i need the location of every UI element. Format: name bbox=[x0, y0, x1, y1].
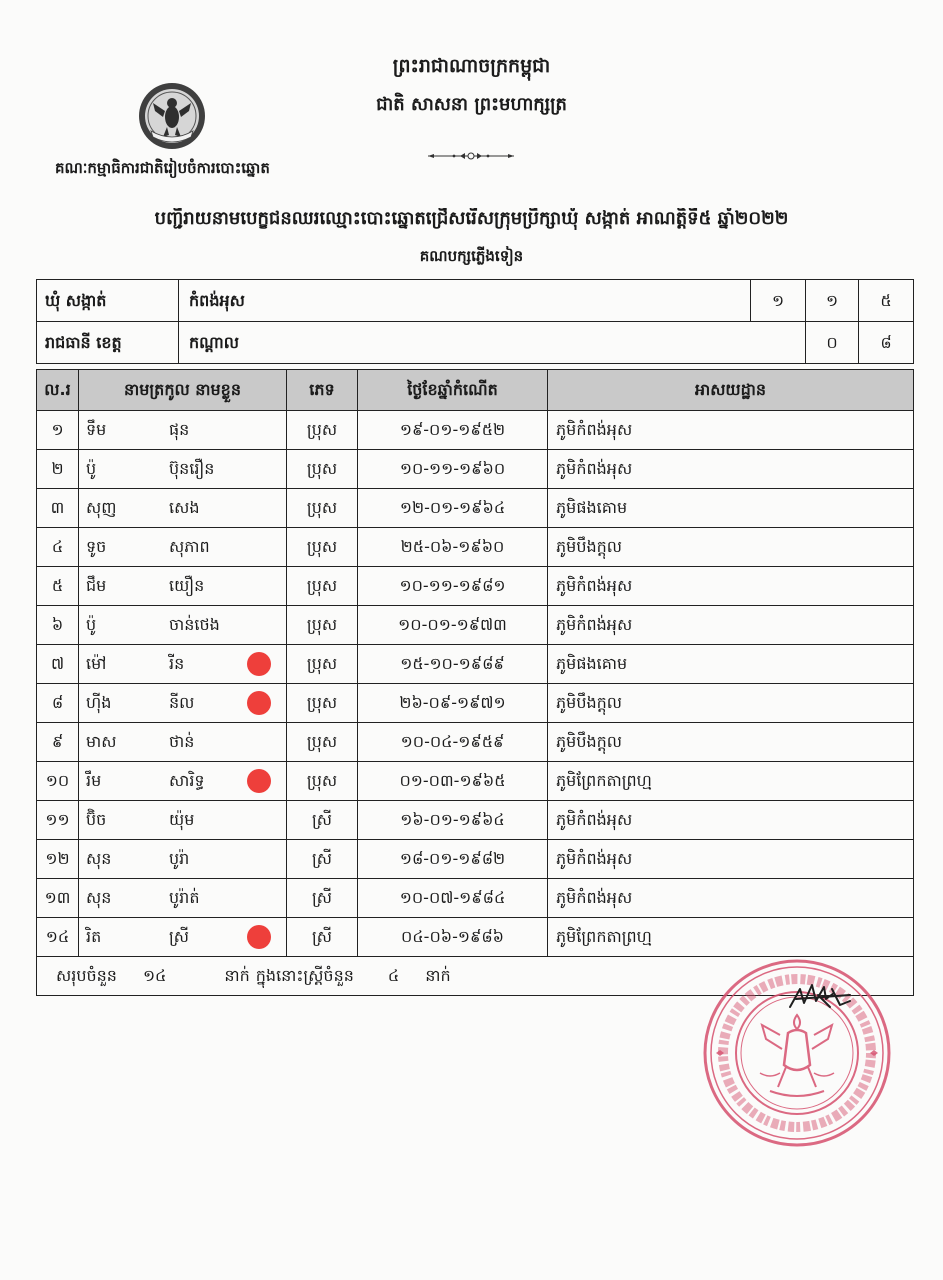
table-row bbox=[37, 411, 914, 450]
location-table bbox=[36, 279, 914, 364]
row-number: ១ bbox=[37, 411, 79, 450]
date-of-birth: ២៦-០៩-១៩៧១ bbox=[358, 684, 548, 723]
name-cell bbox=[79, 528, 287, 567]
name-cell bbox=[79, 567, 287, 606]
sex: ស្រី bbox=[287, 801, 358, 840]
row-number: ១៣ bbox=[37, 879, 79, 918]
address: ភូមិកំពង់អុស bbox=[548, 606, 914, 645]
column-header-name: នាមត្រកូល នាមខ្លួន bbox=[79, 370, 287, 411]
party-name: គណបក្សភ្លើងទៀន bbox=[419, 247, 524, 265]
table-row bbox=[37, 684, 914, 723]
name-cell bbox=[79, 801, 287, 840]
commune-name: កំពង់អុស bbox=[179, 280, 751, 322]
official-seal-icon bbox=[700, 955, 900, 1155]
sex: ស្រី bbox=[287, 879, 358, 918]
table-row bbox=[37, 840, 914, 879]
name-cell bbox=[79, 645, 287, 684]
date-of-birth: ១០-១១-១៩៦០ bbox=[358, 450, 548, 489]
name-cell bbox=[79, 918, 287, 957]
sex: ប្រុស bbox=[287, 645, 358, 684]
sex: ស្រី bbox=[287, 840, 358, 879]
table-row bbox=[37, 879, 914, 918]
family-name: ជឹម bbox=[86, 576, 107, 595]
name-cell bbox=[79, 879, 287, 918]
sex: ប្រុស bbox=[287, 684, 358, 723]
province-code-digit: ៨ bbox=[859, 322, 914, 364]
sex: ប្រុស bbox=[287, 450, 358, 489]
sex: ប្រុស bbox=[287, 489, 358, 528]
table-header-row bbox=[37, 370, 914, 411]
name-cell bbox=[79, 450, 287, 489]
commune-row bbox=[37, 280, 914, 322]
name-cell bbox=[79, 762, 287, 801]
committee-name: គណៈកម្មាធិការជាតិរៀបចំការបោះឆ្នោត bbox=[55, 159, 270, 177]
address: ភូមិព្រែកតាព្រហ្ម bbox=[548, 762, 914, 801]
sex: ប្រុស bbox=[287, 528, 358, 567]
given-name: រីន bbox=[169, 654, 185, 673]
name-cell bbox=[79, 723, 287, 762]
address: ភូមិព្រែកតាព្រហ្ម bbox=[548, 918, 914, 957]
name-cell bbox=[79, 684, 287, 723]
province-label: រាជធានី ខេត្ត bbox=[37, 322, 179, 364]
family-name: រឹម bbox=[86, 771, 102, 790]
family-name: រិត bbox=[86, 927, 102, 946]
date-of-birth: ០៤-០៦-១៩៨៦ bbox=[358, 918, 548, 957]
candidates-table bbox=[36, 369, 914, 996]
row-number: ២ bbox=[37, 450, 79, 489]
row-number: ១០ bbox=[37, 762, 79, 801]
row-number: ៧ bbox=[37, 645, 79, 684]
address: ភូមិផងគោម bbox=[548, 645, 914, 684]
table-row bbox=[37, 450, 914, 489]
date-of-birth: ១០-១១-១៩៨១ bbox=[358, 567, 548, 606]
family-name: សុន bbox=[86, 888, 112, 907]
family-name: ទឹម bbox=[86, 420, 107, 439]
address: ភូមិកំពង់អុស bbox=[548, 567, 914, 606]
address: ភូមិកំពង់អុស bbox=[548, 411, 914, 450]
row-number: ១១ bbox=[37, 801, 79, 840]
sex: ប្រុស bbox=[287, 567, 358, 606]
table-row bbox=[37, 606, 914, 645]
red-mark bbox=[247, 691, 271, 715]
commune-label: ឃុំ សង្កាត់ bbox=[37, 280, 179, 322]
kingdom-heading: ព្រះរាជាណាចក្រកម្ពុជា bbox=[392, 55, 551, 77]
sex: ប្រុស bbox=[287, 723, 358, 762]
ornament-divider-icon bbox=[426, 149, 516, 163]
family-name: ម៉ៅ bbox=[86, 654, 107, 673]
table-row bbox=[37, 489, 914, 528]
name-cell bbox=[79, 606, 287, 645]
address: ភូមិបឹងក្ដុល bbox=[548, 723, 914, 762]
address: ភូមិកំពង់អុស bbox=[548, 840, 914, 879]
address: ភូមិកំពង់អុស bbox=[548, 801, 914, 840]
row-number: ១២ bbox=[37, 840, 79, 879]
column-header-number: ល.រ bbox=[37, 370, 79, 411]
family-name: ហ៊ីង bbox=[86, 693, 112, 712]
total-count: ១៤ bbox=[142, 966, 167, 985]
date-of-birth: ១២-០១-១៩៦៤ bbox=[358, 489, 548, 528]
row-number: ១៤ bbox=[37, 918, 79, 957]
red-mark bbox=[247, 769, 271, 793]
date-of-birth: ១៥-១០-១៩៨៩ bbox=[358, 645, 548, 684]
table-row bbox=[37, 762, 914, 801]
given-name: យឿន bbox=[169, 576, 205, 595]
given-name: យ៉ុម bbox=[169, 810, 195, 829]
name-cell bbox=[79, 411, 287, 450]
table-row bbox=[37, 528, 914, 567]
row-number: ៣ bbox=[37, 489, 79, 528]
address: ភូមិកំពង់អុស bbox=[548, 450, 914, 489]
family-name: សុន bbox=[86, 849, 112, 868]
date-of-birth: ២៥-០៦-១៩៦០ bbox=[358, 528, 548, 567]
name-cell bbox=[79, 840, 287, 879]
given-name: សារិទ្ធ bbox=[169, 771, 205, 790]
date-of-birth: ០១-០៣-១៩៦៥ bbox=[358, 762, 548, 801]
given-name: បូរ៉ា bbox=[169, 849, 190, 868]
nec-emblem-icon bbox=[137, 81, 207, 151]
address: ភូមិផងគោម bbox=[548, 489, 914, 528]
sex: ស្រី bbox=[287, 918, 358, 957]
name-cell bbox=[79, 489, 287, 528]
family-name: មាស bbox=[86, 732, 117, 751]
table-row bbox=[37, 918, 914, 957]
row-number: ៥ bbox=[37, 567, 79, 606]
sex: ប្រុស bbox=[287, 411, 358, 450]
women-unit: នាក់ bbox=[425, 966, 451, 985]
total-unit: នាក់ bbox=[224, 966, 250, 985]
document-title: បញ្ជីរាយនាមបេក្ខជនឈរឈ្មោះបោះឆ្នោតជ្រើសរើសក្រុមប្រឹក្សាឃុំ សង្កាត់ អាណត្តិទី៥ ឆ្នាំ២០២២ bbox=[154, 208, 789, 229]
row-number: ៤ bbox=[37, 528, 79, 567]
row-number: ៨ bbox=[37, 684, 79, 723]
date-of-birth: ១០-០៧-១៩៨៤ bbox=[358, 879, 548, 918]
family-name: ប៉ូ bbox=[86, 615, 97, 634]
family-name: ទូច bbox=[86, 537, 107, 556]
date-of-birth: ១៨-០១-១៩៨២ bbox=[358, 840, 548, 879]
red-mark bbox=[247, 925, 271, 949]
given-name: នីល bbox=[169, 693, 195, 712]
given-name: សេង bbox=[169, 498, 200, 517]
given-name: ថាន់ bbox=[169, 732, 195, 751]
given-name: បូរ៉ាត់ bbox=[169, 888, 200, 907]
given-name: ផុន bbox=[169, 420, 190, 439]
total-label: សរុបចំនួន bbox=[56, 966, 117, 985]
address: ភូមិបឹងក្ដុល bbox=[548, 528, 914, 567]
commune-code-digit: ១ bbox=[751, 280, 806, 322]
row-number: ៩ bbox=[37, 723, 79, 762]
women-count: ៤ bbox=[387, 966, 400, 985]
family-name: សុញ bbox=[86, 498, 117, 517]
given-name: ស្រី bbox=[169, 927, 189, 946]
table-row bbox=[37, 567, 914, 606]
women-label: ក្នុងនោះស្ត្រីចំនួន bbox=[255, 966, 354, 985]
date-of-birth: ១៦-០១-១៩៦៤ bbox=[358, 801, 548, 840]
column-header-dob: ថ្ងៃខែឆ្នាំកំណើត bbox=[358, 370, 548, 411]
given-name: សុភាព bbox=[169, 537, 210, 556]
date-of-birth: ១០-០១-១៩៧៣ bbox=[358, 606, 548, 645]
row-number: ៦ bbox=[37, 606, 79, 645]
family-name: ប៉ូ bbox=[86, 459, 97, 478]
commune-code-digit: ៥ bbox=[859, 280, 914, 322]
table-row bbox=[37, 645, 914, 684]
date-of-birth: ១០-០៤-១៩៥៩ bbox=[358, 723, 548, 762]
sex: ប្រុស bbox=[287, 762, 358, 801]
sex: ប្រុស bbox=[287, 606, 358, 645]
red-mark bbox=[247, 652, 271, 676]
commune-code-digit: ១ bbox=[806, 280, 859, 322]
given-name: ប៊ុនរឿន bbox=[169, 459, 215, 478]
date-of-birth: ១៩-០១-១៩៥២ bbox=[358, 411, 548, 450]
given-name: ចាន់ថេង bbox=[169, 615, 220, 634]
motto-heading: ជាតិ សាសនា ព្រះមហាក្សត្រ bbox=[376, 94, 567, 115]
column-header-sex: ភេទ bbox=[287, 370, 358, 411]
address: ភូមិកំពង់អុស bbox=[548, 879, 914, 918]
table-row bbox=[37, 723, 914, 762]
address: ភូមិបឹងក្ដុល bbox=[548, 684, 914, 723]
province-name: កណ្ដាល bbox=[179, 322, 806, 364]
table-row bbox=[37, 801, 914, 840]
province-row bbox=[37, 322, 914, 364]
column-header-address: អាសយដ្ឋាន bbox=[548, 370, 914, 411]
province-code-digit: ០ bbox=[806, 322, 859, 364]
family-name: ប៊ិច bbox=[86, 810, 107, 829]
